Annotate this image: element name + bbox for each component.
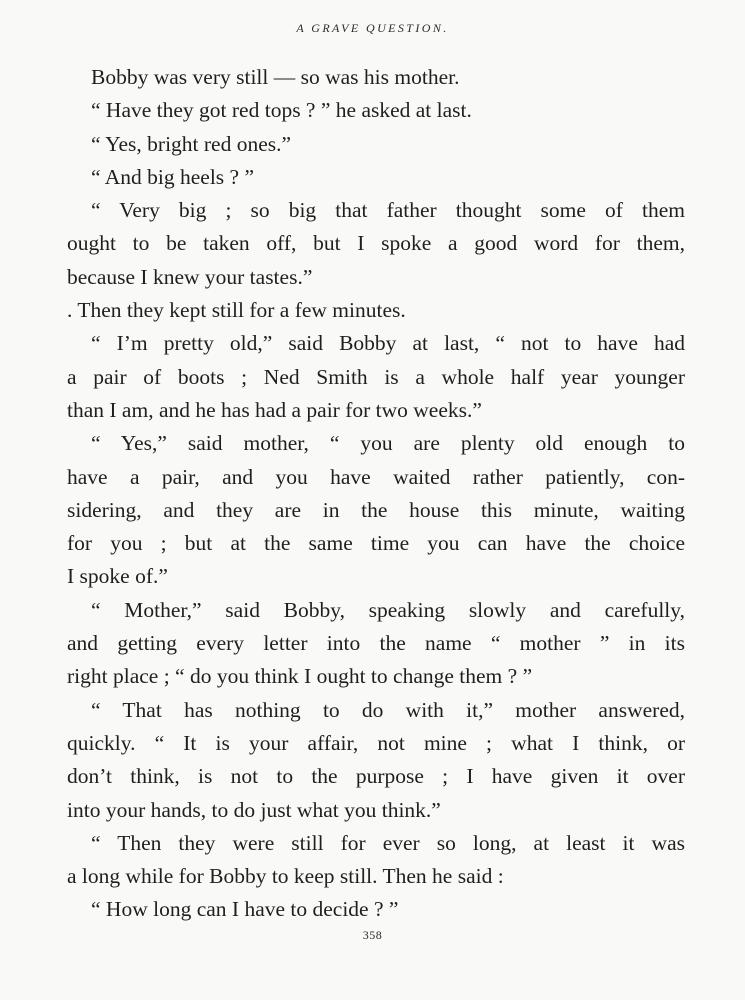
text-line: I spoke of.” [67,564,168,589]
text-line: a long while for Bobby to keep still. Then he said : [67,864,504,889]
text-line: Bobby was very still — so was his mother. [91,65,460,89]
text-line: for you ; but at the same time you can have the choice [67,531,685,556]
text-line: “ Very big ; so big that father thought some of them [91,198,685,223]
text-line: “ Mother,” said Bobby, speaking slowly and carefully, [91,597,685,622]
text-line: “ That has nothing to do with it,” mother answered, [91,697,685,722]
text-line: “ Then they were still for ever so long, at least it was [91,830,685,855]
running-head: A GRAVE QUESTION. [296,21,449,35]
text-line: a pair of boots ; Ned Smith is a whole half year younger [67,364,685,389]
body-text [67,61,685,927]
text-line: don’t think, is not to the purpose ; I have given it over [67,764,685,789]
text-line: because I knew your tastes.” [67,264,313,289]
page-number: 358 [362,928,383,942]
text-line: ought to be taken off, but I spoke a good word for them, [67,231,685,256]
text-line: quickly. “ It is your affair, not mine ; what I think, or [67,730,685,755]
text-line: “ Have they got red tops ? ” he asked at last. [91,98,472,123]
text-line: “ How long can I have to decide ? ” [91,897,399,922]
text-line: and getting every letter into the name “ mother ” in its [67,631,685,656]
text-line: than I am, and he has had a pair for two weeks.” [67,397,482,422]
text-line: right place ; “ do you think I ought to change them ? ” [67,664,533,689]
text-line: “ I’m pretty old,” said Bobby at last, “ not to have had [91,331,685,356]
text-line: “ Yes,” said mother, “ you are plenty old enough to [91,431,685,456]
text-line: have a pair, and you have waited rather patiently, con- [67,464,685,489]
text-line: into your hands, to do just what you think.” [67,797,441,822]
text-line: sidering, and they are in the house this minute, waiting [67,497,685,522]
text-line: “ Yes, bright red ones.” [91,131,292,156]
text-line: . Then they kept still for a few minutes. [67,298,406,323]
text-line: “ And big heels ? ” [91,164,254,189]
